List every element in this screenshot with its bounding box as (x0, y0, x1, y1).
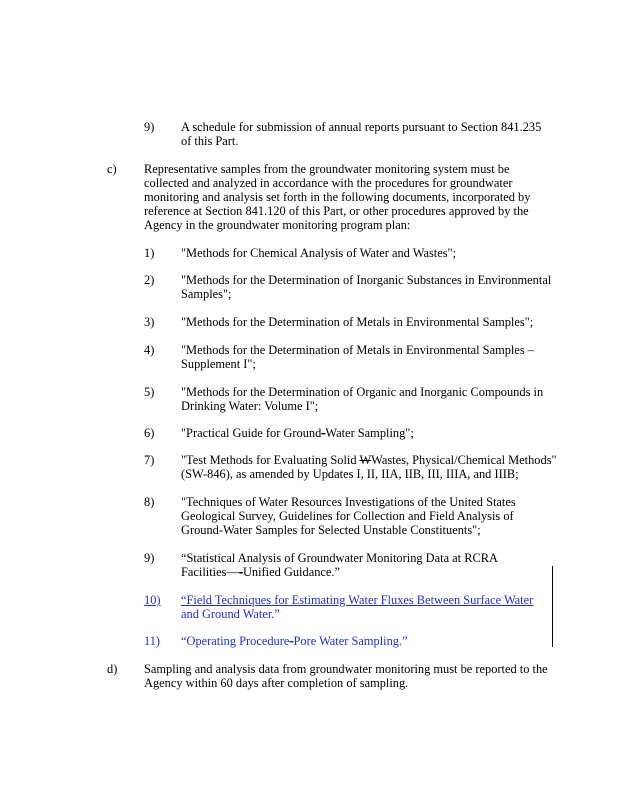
item-text-line: Representative samples from the groundwater monitoring system must be (144, 162, 510, 176)
text-segment: Pore Water Sampling.” (293, 634, 408, 648)
item-number: 6) (144, 426, 155, 440)
text-segment: Wastes, Physical/Chemical Methods" (371, 453, 557, 467)
item-number: 7) (144, 453, 155, 467)
struck-text: W (359, 453, 372, 467)
item-number: 2) (144, 273, 155, 287)
item-text-line: “Field Techniques for Estimating Water Fluxes Between Surface Water (181, 593, 534, 607)
item-text-line: "Methods for Chemical Analysis of Water and Wastes"; (181, 246, 457, 260)
item-text-line: Drinking Water: Volume I"; (181, 399, 319, 413)
item-number: 11) (144, 634, 161, 648)
item-text-line (181, 426, 414, 440)
item-text-line: "Methods for the Determination of Metals in Environmental Samples"; (181, 315, 534, 329)
item-number: c) (107, 162, 117, 176)
item-text-line: Ground-Water Samples for Selected Unstable Constituents"; (181, 523, 481, 537)
item-number: 10) (144, 593, 161, 607)
item-text-line: (SW-846), as amended by Updates I, II, IIA, IIB, III, IIIA, and IIIB; (181, 467, 519, 481)
item-number: 3) (144, 315, 155, 329)
item-text-line: Samples"; (181, 287, 232, 301)
item-number: 8) (144, 495, 155, 509)
item-text-line (181, 453, 557, 467)
change-bar (552, 566, 553, 647)
text-segment: “Operating Procedure (181, 634, 290, 648)
item-text-line: "Techniques of Water Resources Investigations of the United States (181, 495, 516, 509)
item-text-line: "Methods for the Determination of Metals in Environmental Samples – (181, 343, 534, 357)
item-text-line: Agency within 60 days after completion of sampling. (144, 676, 409, 690)
item-text-line: of this Part. (181, 134, 239, 148)
text-segment: Water Sampling"; (325, 426, 414, 440)
item-text-line: “Statistical Analysis of Groundwater Monitoring Data at RCRA (181, 551, 498, 565)
item-text-line (181, 634, 408, 648)
struck-text: - (289, 634, 294, 648)
item-text-line: Supplement I"; (181, 357, 256, 371)
item-number: d) (107, 662, 118, 676)
item-number: 1) (144, 246, 155, 260)
struck-text: - (321, 426, 326, 440)
item-text-line: "Methods for the Determination of Organic and Inorganic Compounds in (181, 385, 544, 399)
item-number: 9) (144, 120, 155, 134)
item-text-line (181, 565, 340, 579)
text-segment: Facilities— (181, 565, 239, 579)
item-text-line: "Methods for the Determination of Inorganic Substances in Environmental (181, 273, 552, 287)
item-text-line: and Ground Water.” (181, 607, 280, 621)
item-text-line: reference at Section 841.120 of this Part, or other procedures approved by the (144, 204, 529, 218)
item-number: 4) (144, 343, 155, 357)
item-number: 5) (144, 385, 155, 399)
item-text-line: Geological Survey, Guidelines for Collection and Field Analysis of (181, 509, 514, 523)
text-segment: "Test Methods for Evaluating Solid (181, 453, 360, 467)
struck-text: - (238, 565, 243, 579)
text-segment: Unified Guidance.” (242, 565, 340, 579)
item-text-line: A schedule for submission of annual reports pursuant to Section 841.235 (181, 120, 542, 134)
item-text-line: monitoring and analysis set forth in the following documents, incorporated by (144, 190, 531, 204)
item-number: 9) (144, 551, 155, 565)
item-text-line: collected and analyzed in accordance with the procedures for groundwater (144, 176, 513, 190)
item-text-line: Sampling and analysis data from groundwater monitoring must be reported to the (144, 662, 548, 676)
item-text-line: Agency in the groundwater monitoring program plan: (144, 218, 411, 232)
text-segment: "Practical Guide for Ground (181, 426, 322, 440)
